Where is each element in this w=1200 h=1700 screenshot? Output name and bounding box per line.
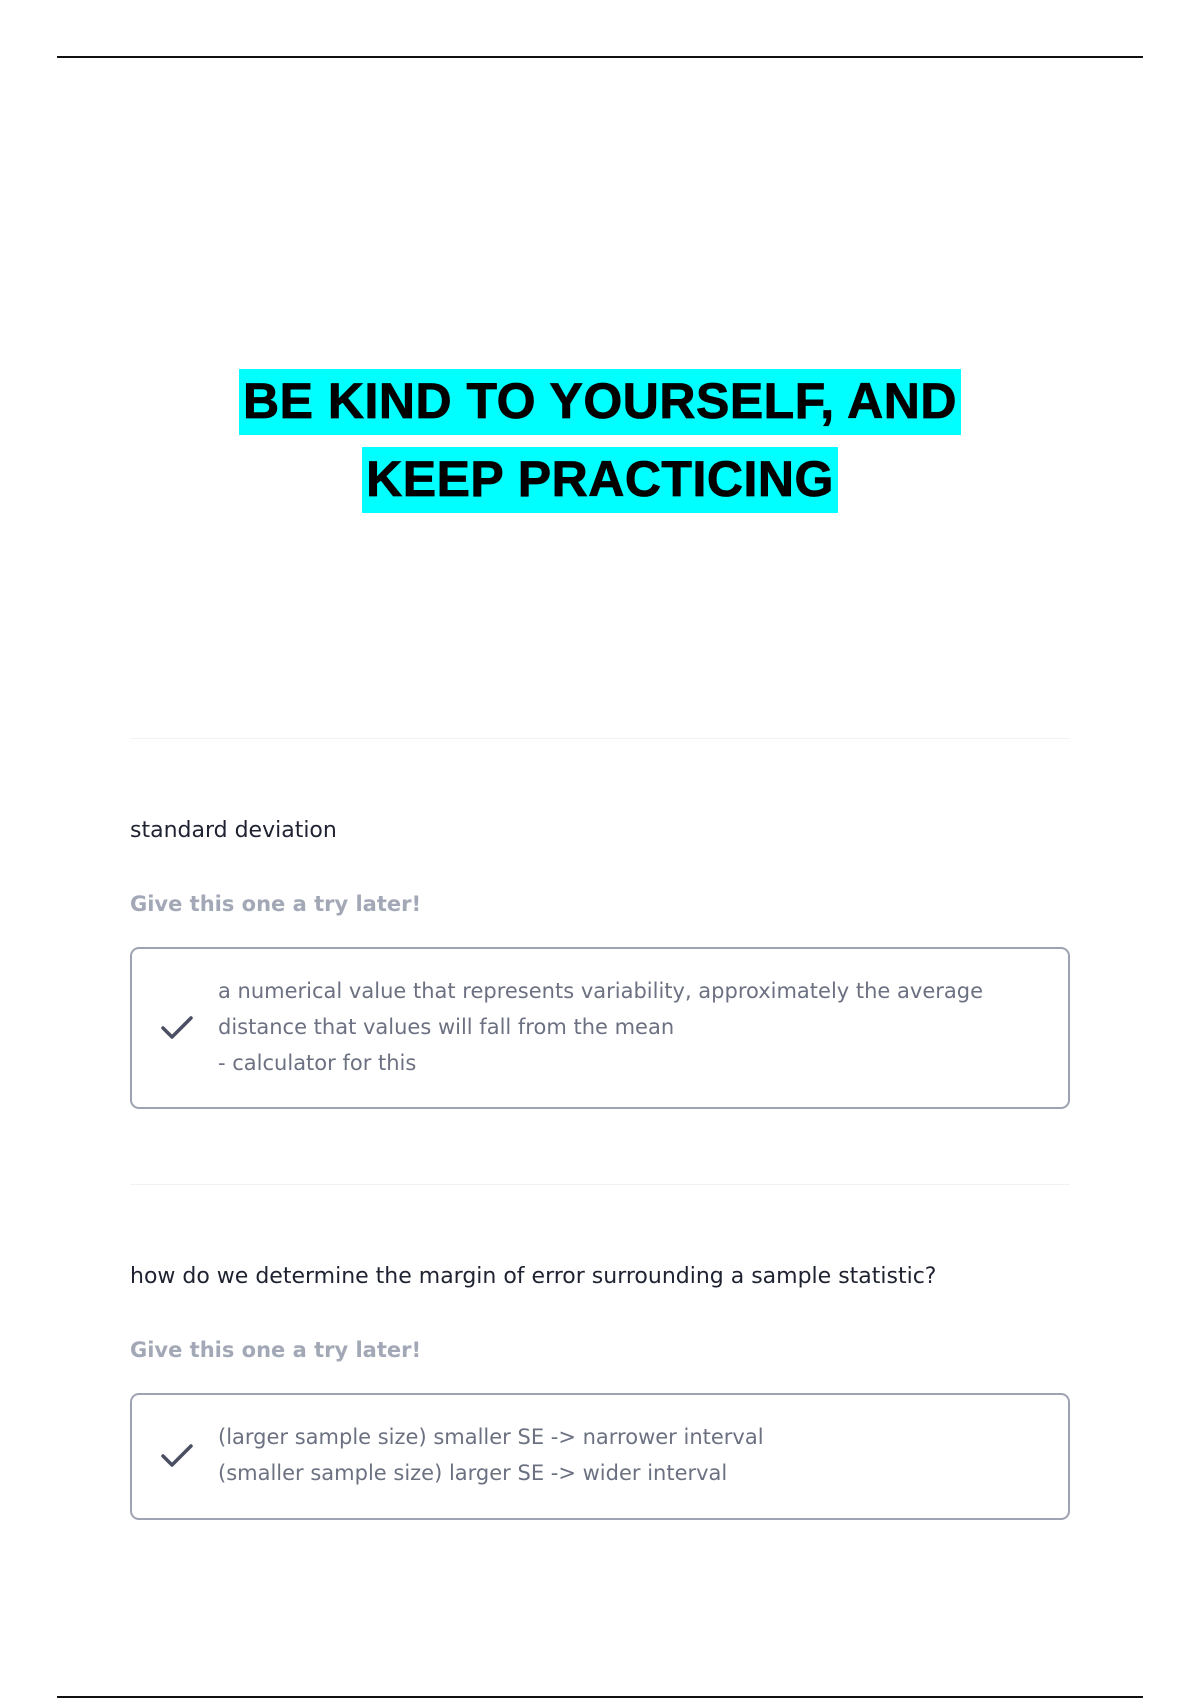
banner-line-2: KEEP PRACTICING: [362, 447, 838, 513]
answer-line: (larger sample size) smaller SE -> narrower interval: [218, 1425, 764, 1449]
card-separator: [130, 1184, 1070, 1185]
try-later-status: Give this one a try later!: [130, 892, 422, 916]
answer-line: a numerical value that represents variability, approximately the average: [218, 979, 983, 1003]
answer-text: [218, 1419, 1028, 1491]
term-text: how do we determine the margin of error surrounding a sample statistic?: [130, 1264, 937, 1289]
term-text: standard deviation: [130, 818, 337, 843]
check-icon: [159, 1441, 195, 1471]
check-icon: [159, 1013, 195, 1043]
bottom-rule: [57, 1696, 1143, 1698]
top-rule: [57, 56, 1143, 58]
motivation-banner: [0, 362, 1200, 518]
answer-box[interactable]: [130, 947, 1070, 1109]
answer-line: - calculator for this: [218, 1051, 417, 1075]
banner-line-1: BE KIND TO YOURSELF, AND: [239, 369, 961, 435]
card-separator: [130, 738, 1070, 739]
answer-line: distance that values will fall from the mean: [218, 1015, 675, 1039]
try-later-status: Give this one a try later!: [130, 1338, 422, 1362]
answer-text: [218, 973, 1028, 1081]
answer-line: (smaller sample size) larger SE -> wider interval: [218, 1461, 728, 1485]
answer-box[interactable]: [130, 1393, 1070, 1520]
